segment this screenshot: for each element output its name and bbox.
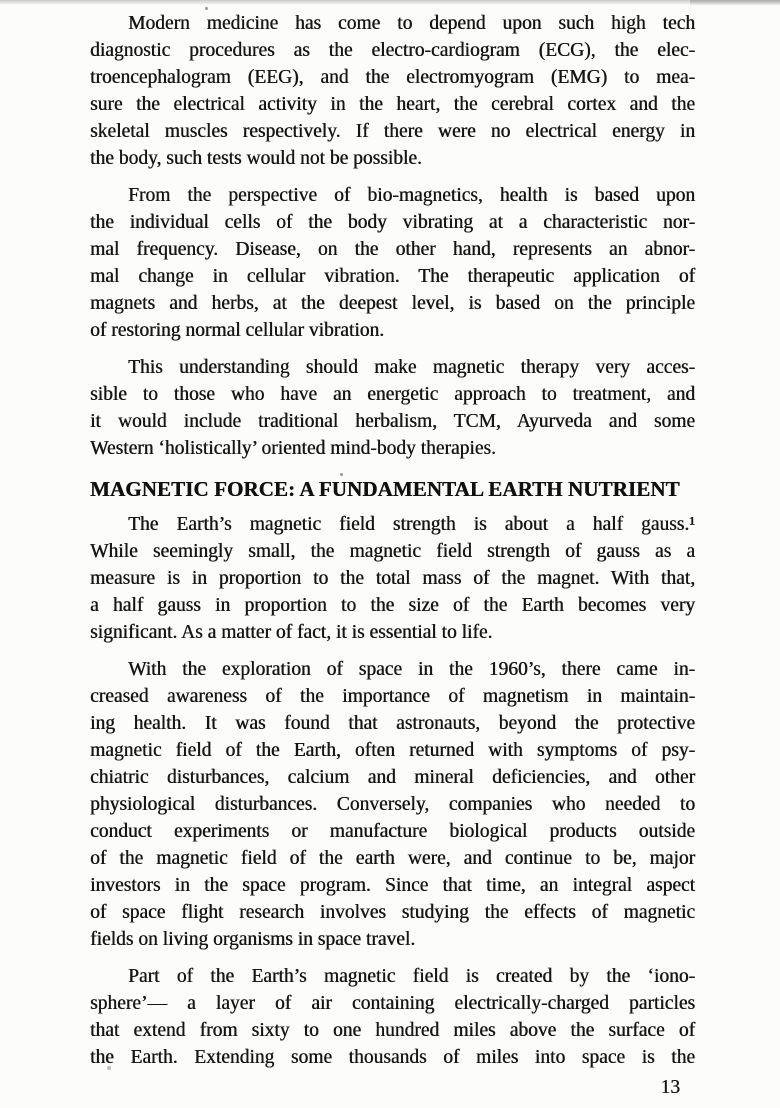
text-line: sible to those who have an energetic approach to treatment, and (90, 384, 695, 405)
scan-artifact-corner (690, 0, 780, 6)
text-line: that extend from sixty to one hundred miles above the surface of (90, 1020, 695, 1041)
text-line: mal change in cellular vibration. The therapeutic application of (90, 266, 695, 287)
text-line: fields on living organisms in space travel. (90, 929, 416, 950)
text-line: measure is in proportion to the total mass of the magnet. With that, (90, 568, 695, 589)
paragraph (90, 354, 695, 462)
text-line: troencephalogram (EEG), and the electromyogram (EMG) to mea- (90, 67, 695, 88)
text-line: a half gauss in proportion to the size of the Earth becomes very (90, 595, 695, 616)
text-line: With the exploration of space in the 1960’s, there came in- (128, 659, 695, 680)
text-line: the body, such tests would not be possible. (90, 148, 422, 169)
page-number: 13 (660, 1077, 680, 1098)
text-line: magnetic field of the Earth, often returned with symptoms of psy- (90, 740, 695, 761)
text-line: investors in the space program. Since that time, an integral aspect (90, 875, 695, 896)
text-block (90, 10, 695, 1071)
text-line: skeletal muscles respectively. If there were no electrical energy in (90, 121, 695, 142)
paragraph (90, 963, 695, 1071)
paragraph (90, 10, 695, 172)
text-line: chiatric disturbances, calcium and mineral deficiencies, and other (90, 767, 695, 788)
text-line: the individual cells of the body vibrating at a characteristic nor- (90, 212, 695, 233)
paragraph (90, 511, 695, 646)
text-line: of space flight research involves studying the effects of magnetic (90, 902, 695, 923)
text-line: ing health. It was found that astronauts, beyond the protective (90, 713, 695, 734)
text-line: it would include traditional herbalism, TCM, Ayurveda and some (90, 411, 695, 432)
text-line: mal frequency. Disease, on the other hand, represents an abnor- (90, 239, 695, 260)
text-line: of the magnetic field of the earth were, and continue to be, major (90, 848, 695, 869)
text-line: physiological disturbances. Conversely, companies who needed to (90, 794, 695, 815)
text-line: conduct experiments or manufacture biological products outside (90, 821, 695, 842)
text-line: Part of the Earth’s magnetic field is created by the ‘iono- (128, 966, 695, 987)
text-line: sure the electrical activity in the heart, the cerebral cortex and the (90, 94, 695, 115)
text-line: the Earth. Extending some thousands of miles into space is the (90, 1047, 695, 1068)
text-line: Western ‘holistically’ oriented mind-body therapies. (90, 438, 496, 459)
text-line: Modern medicine has come to depend upon such high tech (128, 13, 695, 34)
paragraph (90, 656, 695, 953)
text-line: From the perspective of bio-magnetics, health is based upon (128, 185, 695, 206)
text-line: While seemingly small, the magnetic field strength of gauss as a (90, 541, 695, 562)
text-line: The Earth’s magnetic field strength is about a half gauss.¹ (128, 514, 695, 535)
text-line: creased awareness of the importance of magnetism in maintain- (90, 686, 695, 707)
text-line: This understanding should make magnetic therapy very acces- (128, 357, 695, 378)
text-line: significant. As a matter of fact, it is essential to life. (90, 622, 493, 643)
text-line: of restoring normal cellular vibration. (90, 320, 385, 341)
text-line: magnets and herbs, at the deepest level, is based on the principle (90, 293, 695, 314)
text-line: diagnostic procedures as the electro-cardiogram (ECG), the elec- (90, 40, 695, 61)
text-line: sphere’— a layer of air containing electrically-charged particles (90, 993, 695, 1014)
paragraph (90, 182, 695, 344)
section-heading: MAGNETIC FORCE: A FUNDAMENTAL EARTH NUTRIENT (90, 477, 680, 501)
scan-artifact-top-edge (0, 0, 780, 5)
